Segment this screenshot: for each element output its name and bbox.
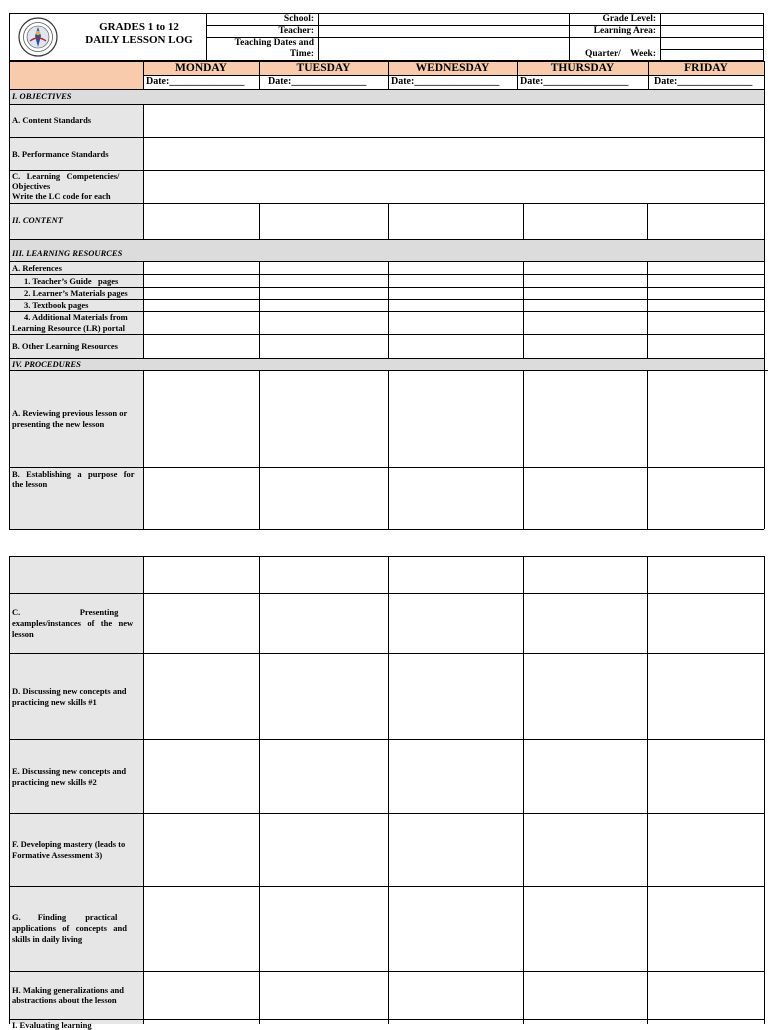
label-purpose-line1: B. Establishing a purpose for	[12, 469, 135, 479]
label-presenting-line2: examples/instances of the new	[12, 618, 134, 628]
label-mastery-line1: F. Developing mastery (leads to	[12, 839, 126, 849]
label-generalizations-line1: H. Making generalizations and	[12, 985, 124, 995]
label-discussing2-line2: practicing new skills #2	[12, 777, 97, 787]
label-textbook: 3. Textbook pages	[24, 300, 89, 310]
label-purpose-line2: the lesson	[12, 479, 48, 489]
label-additional-line1: 4. Additional Materials from	[24, 312, 128, 322]
label-mastery-line2: Formative Assessment 3)	[12, 850, 103, 860]
procedures-band	[9, 358, 764, 370]
day-header-monday: MONDAY	[175, 62, 227, 74]
form-title-line2: DAILY LESSON LOG	[85, 34, 193, 46]
teaching-dates-label: Teaching Dates and	[234, 38, 314, 48]
time-label: Time:	[289, 49, 314, 59]
teacher-label: Teacher:	[278, 26, 314, 36]
label-performance-standards: B. Performance Standards	[12, 149, 109, 159]
label-content: II. CONTENT	[12, 215, 64, 225]
label-presenting-line3: lesson	[12, 629, 34, 639]
label-references: A. References	[12, 263, 62, 273]
label-teachers-guide: 1. Teacher’s Guide pages	[24, 276, 119, 286]
label-applications-line3: skills in daily living	[12, 934, 83, 944]
deped-seal-icon	[18, 17, 58, 57]
label-additional-line2: Learning Resource (LR) portal	[12, 323, 125, 333]
label-discussing2-line1: E. Discussing new concepts and	[12, 766, 127, 776]
label-competencies-line3: Write the LC code for each	[12, 191, 111, 201]
grade-level-label: Grade Level:	[602, 14, 656, 24]
label-applications-line2: applications of concepts and	[12, 923, 127, 933]
date-field-wednesday[interactable]: Date:_________________	[391, 76, 500, 87]
label-competencies-line2: Objectives	[12, 181, 51, 191]
label-evaluating: I. Evaluating learning	[12, 1020, 92, 1030]
section-learning-resources: III. LEARNING RESOURCES	[12, 248, 123, 258]
label-content-standards: A. Content Standards	[12, 115, 92, 125]
form-title-line1: GRADES 1 to 12	[99, 21, 179, 33]
label-discussing1-line2: practicing new skills #1	[12, 697, 97, 707]
label-other-resources: B. Other Learning Resources	[12, 341, 118, 351]
label-generalizations-line2: abstractions about the lesson	[12, 995, 117, 1005]
day-header-tuesday: TUESDAY	[296, 62, 351, 74]
day-header-wednesday: WEDNESDAY	[415, 62, 490, 74]
day-header-friday: FRIDAY	[684, 62, 728, 74]
date-field-thursday[interactable]: Date:_________________	[520, 76, 629, 87]
label-learners-materials: 2. Learner’s Materials pages	[24, 288, 128, 298]
label-competencies-line1: C. Learning Competencies/	[12, 171, 120, 181]
date-field-tuesday[interactable]: Date:_______________	[268, 76, 367, 87]
label-presenting-line1: C. Presenting	[12, 607, 119, 617]
quarter-week-label: Quarter/ Week:	[584, 49, 656, 59]
date-field-monday[interactable]: Date:_______________	[146, 76, 245, 87]
header-block	[9, 13, 764, 61]
label-applications-line1: G. Finding practical	[12, 912, 118, 922]
day-header-thursday: THURSDAY	[550, 62, 615, 74]
learning-area-label: Learning Area:	[593, 26, 656, 36]
label-reviewing-line2: presenting the new lesson	[12, 419, 105, 429]
section-objectives: I. OBJECTIVES	[12, 91, 72, 101]
date-field-friday[interactable]: Date:_______________	[654, 76, 753, 87]
objectives-band	[9, 89, 764, 104]
label-discussing1-line1: D. Discussing new concepts and	[12, 686, 127, 696]
label-reviewing-line1: A. Reviewing previous lesson or	[12, 408, 128, 418]
section-procedures: IV. PROCEDURES	[12, 359, 81, 369]
school-label: School:	[283, 14, 314, 24]
